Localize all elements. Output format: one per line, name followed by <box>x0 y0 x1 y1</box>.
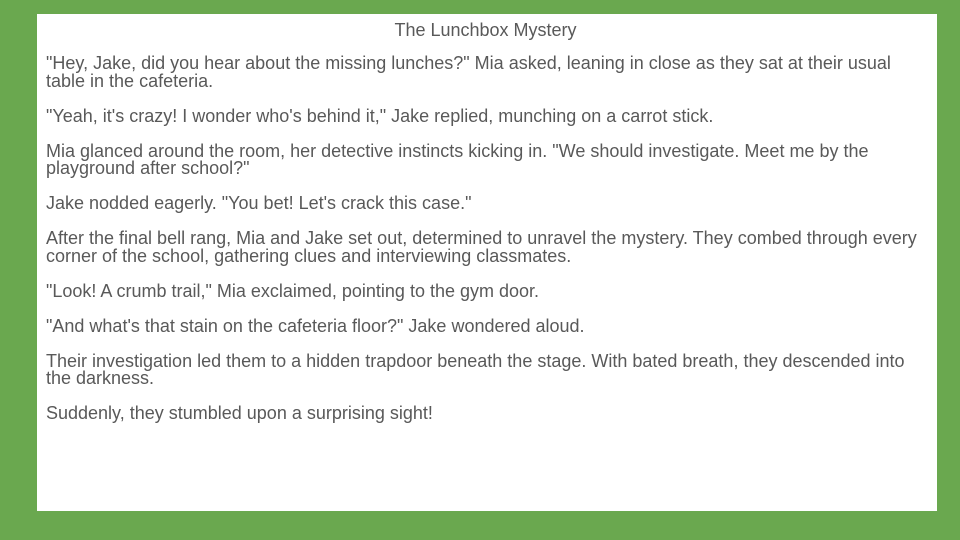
slide-page <box>37 14 937 511</box>
story-title: The Lunchbox Mystery <box>394 20 577 40</box>
story-paragraph-1: "Hey, Jake, did you hear about the missing lunches?" Mia asked, leaning in close as they sat at their usual table in the cafeteria. <box>46 53 891 91</box>
story-paragraph-7: "And what's that stain on the cafeteria floor?" Jake wondered aloud. <box>46 315 585 336</box>
story-paragraph-2: "Yeah, it's crazy! I wonder who's behind it," Jake replied, munching on a carrot stick. <box>46 105 714 126</box>
story-paragraph-8: Their investigation led them to a hidden trapdoor beneath the stage. With bated breath, they descended into the darkness. <box>46 350 905 388</box>
story-paragraph-5: After the final bell rang, Mia and Jake set out, determined to unravel the mystery. They combed through every corner of the school, gathering clues and interviewing classmates. <box>46 228 917 266</box>
story-paragraph-9: Suddenly, they stumbled upon a surprising sight! <box>46 403 433 423</box>
story-paragraph-4: Jake nodded eagerly. "You bet! Let's crack this case." <box>46 193 472 213</box>
story-paragraph-3: Mia glanced around the room, her detective instincts kicking in. "We should investigate. Meet me by the playground after school?" <box>46 140 869 178</box>
story-paragraph-6: "Look! A crumb trail," Mia exclaimed, pointing to the gym door. <box>46 280 540 301</box>
